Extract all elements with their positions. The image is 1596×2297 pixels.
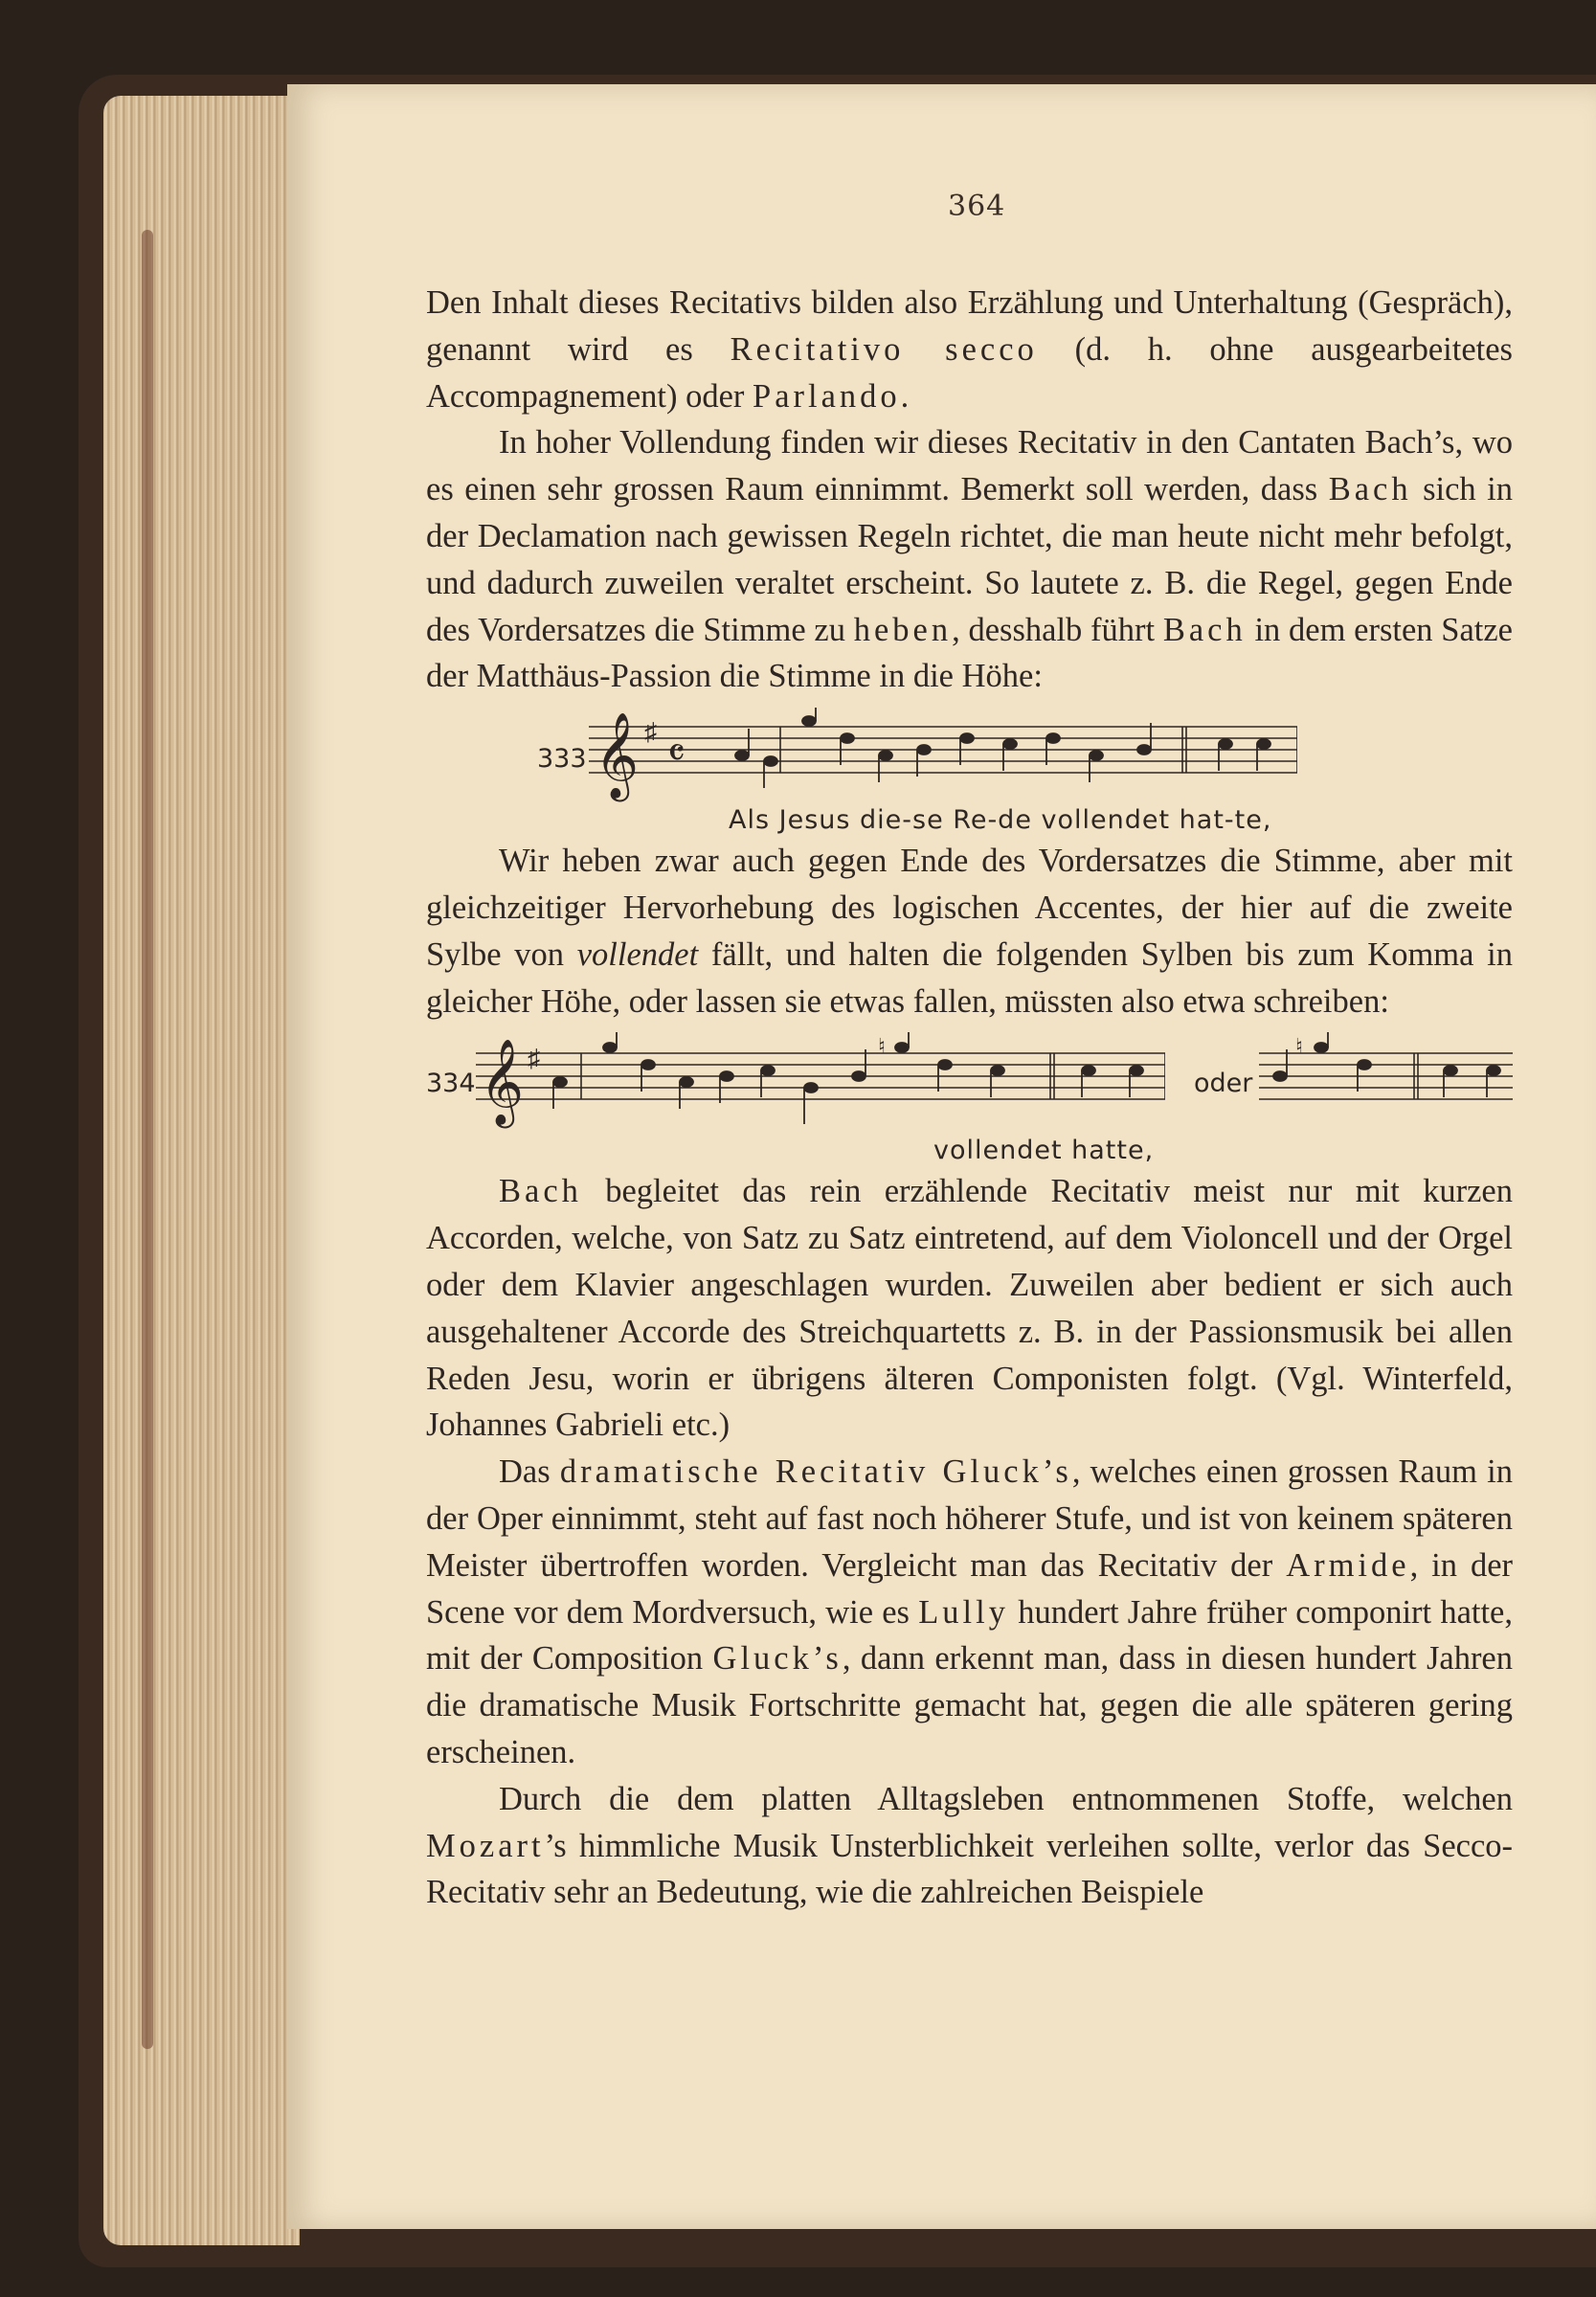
text-segment: Den Inhalt dieses Recitativs bilden also Erzählung und Unterhaltung (Gespräch), genannt wird es [426,284,1513,368]
text-segment: fällt, und halten die folgenden Sylben bis zum Komma in gleicher Höhe, oder lassen sie etwas fallen, müssten also etwa schreiben: [426,935,1513,1020]
music-staff-333 [589,708,1297,803]
text-segment: sich in der Declamation nach gewissen Regeln richtet, die man heute nicht mehr befolgt, und dadurch zuweilen veraltet erscheint. So lautete z. B. die Regel, gegen Ende des Vordersatzes die Stimme zu [426,471,1513,648]
svg-text:𝄞: 𝄞 [480,1039,525,1126]
text-segment: Lully [918,1593,1009,1631]
paragraphs-section-3 [426,1168,1513,1916]
lyrics-333: Als Jesus die-se Re-de vollendet hat-te, [729,805,1272,836]
paragraphs-section-2 [426,838,1513,1025]
text-segment: (d. h. ohne ausgearbeitetes Accompagnement) oder [426,330,1513,415]
text-segment: heben [853,611,953,648]
text-segment: vollendet [576,935,699,973]
text-segment: Bach [1328,471,1412,508]
text-segment: Wir heben zwar auch gegen Ende des Vordersatzes die Stimme, aber mit gleichzeitiger Hervorhebung des logischen Accentes, der hier auf die zweite Sylbe von [426,843,1513,973]
page-edges [103,96,300,2245]
text-segment: Gluck’s [712,1640,843,1678]
paragraph [426,838,1513,1025]
paragraph [426,1449,1513,1776]
svg-text:♯: ♯ [528,1045,540,1073]
text-segment: , desshalb führt [952,611,1163,648]
paragraph [426,1776,1513,1916]
page-number: 364 [948,190,1006,223]
paragraph [426,1168,1513,1449]
text-segment: ’s himmliche Musik Unsterblichkeit verleihen sollte, verlor das Secco-Recitativ sehr an Bedeutung, wie die zahlreichen Beispiele [426,1827,1513,1911]
example-number: 334 [426,1069,476,1099]
text-segment: hundert Jahre früher componirt hatte, mit der Composition [426,1593,1513,1678]
text-segment: Recitativo secco [730,330,1038,368]
text-segment: , welches einen grossen Raum in der Oper einnimmt, steht auf fast noch höherer Stufe, und ist von keinem späteren Meister übertroffen worden. Vergleicht man das Recitativ der [426,1453,1513,1584]
text-segment: begleitet das rein erzählende Recitativ meist nur mit kurzen Accorden, welche, von Satz zu Satz eintretend, auf dem Violoncell und der Orgel oder dem Klavier angeschlagen wurden. Zuweilen aber bedient er sich auch ausgehaltener Accorde des Streichquartetts z. B. in der Passionsmusik bei allen Reden Jesu, worin er übrigens älteren Componisten folgt. (Vgl. Winterfeld, Johannes Gabrieli etc.) [426,1173,1513,1444]
text-segment: Parlando [753,377,901,415]
svg-text:♮: ♮ [1295,1034,1303,1059]
music-example-334 [426,1032,1513,1164]
svg-text:𝄞: 𝄞 [595,712,640,799]
music-example-333 [426,708,1513,834]
text-segment: Bach [499,1173,582,1210]
text-segment: in dem ersten Satze der Matthäus-Passion die Stimme in die Höhe: [426,611,1513,695]
lyrics-334: vollendet hatte, [933,1136,1155,1166]
paragraph [426,280,1513,419]
svg-text:♮: ♮ [878,1034,886,1059]
oder-label: oder [1194,1069,1253,1099]
text-segment: Durch die dem platten Alltagsleben entnommenen Stoffe, welchen [499,1780,1513,1817]
text-segment: Mozart [426,1827,545,1864]
text-segment: dramatische Recitativ Gluck’s [559,1453,1072,1491]
paragraphs-section-1 [426,280,1513,700]
svg-text:𝄴: 𝄴 [667,730,686,777]
text-segment: , dann erkennt man, dass in diesen hundert Jahren die dramatische Musik Fortschritte gemacht hat, gegen die alle späteren gering erscheinen. [426,1640,1513,1770]
text-segment: Das [499,1453,560,1491]
text-block [426,280,1513,1916]
text-segment: Armide [1286,1546,1410,1584]
text-segment: . [900,377,910,415]
paragraph [426,419,1513,700]
text-segment: Bach [1162,611,1247,648]
svg-text:♯: ♯ [644,718,657,747]
text-segment: , in der Scene vor dem Mordversuch, wie es [426,1546,1514,1631]
music-staff-334-b [1259,1032,1513,1137]
example-number: 333 [537,744,587,775]
text-segment: In hoher Vollendung finden wir dieses Recitativ in den Cantaten Bach’s, wo es einen sehr grossen Raum einnimmt. Bemerkt soll werden, dass [426,424,1513,508]
music-staff-334-a [476,1032,1165,1137]
